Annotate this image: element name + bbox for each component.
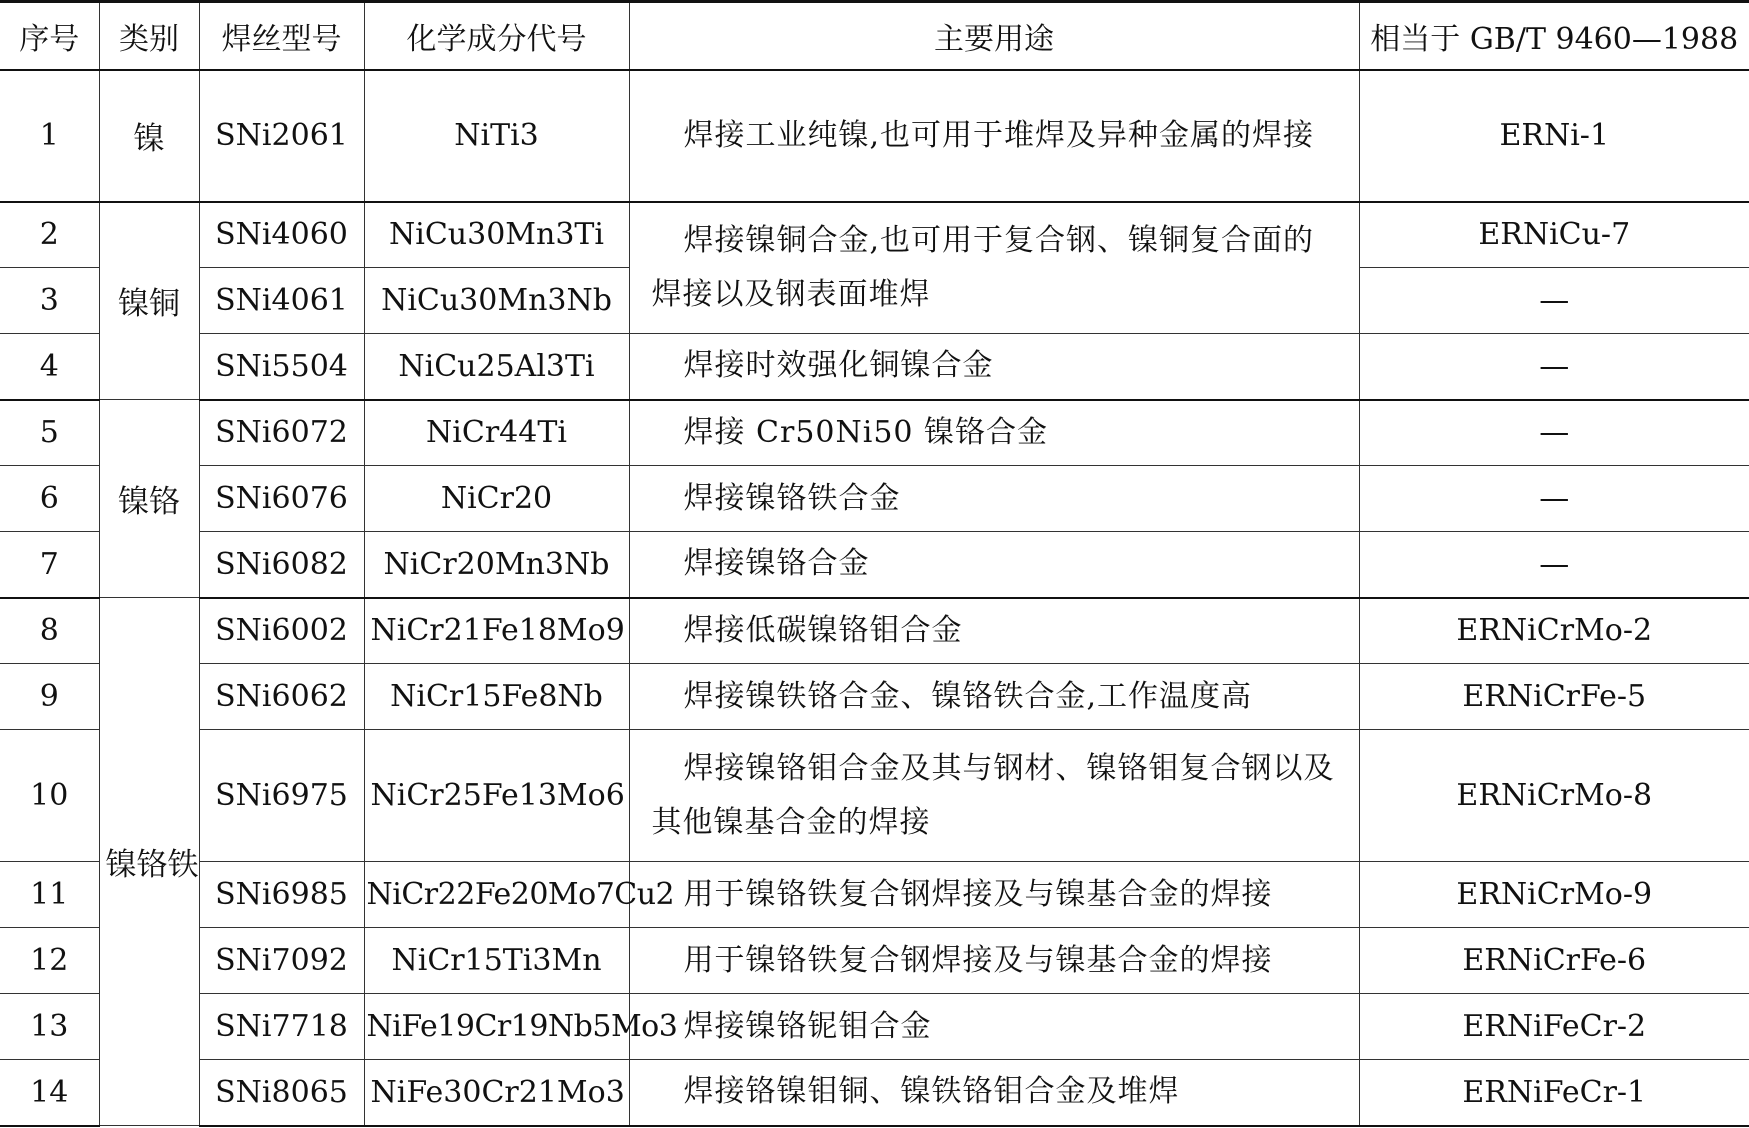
cell-use — [629, 928, 1359, 994]
header-chem-code: 化学成分代号 — [364, 2, 629, 70]
cell-seq: 8 — [0, 598, 99, 664]
cell-category: 镍铬铁 — [99, 598, 199, 1126]
cell-use — [629, 532, 1359, 598]
table-row — [0, 1060, 1749, 1126]
cell-use — [629, 664, 1359, 730]
table-row — [0, 400, 1749, 466]
cell-equivalent: ERNiCrMo-9 — [1359, 862, 1749, 928]
cell-equivalent: — — [1359, 268, 1749, 334]
table-row — [0, 994, 1749, 1060]
use-text: 焊接工业纯镍,也可用于堆焊及异种金属的焊接 — [683, 117, 1315, 153]
cell-model: SNi2061 — [199, 70, 364, 202]
table-row — [0, 70, 1749, 202]
cell-category: 镍 — [99, 70, 199, 202]
cell-model: SNi6076 — [199, 466, 364, 532]
use-text: 焊接镍铬铁合金 — [683, 480, 901, 516]
cell-use — [629, 1060, 1359, 1126]
cell-model: SNi6072 — [199, 400, 364, 466]
table-row — [0, 730, 1749, 862]
header-equivalent: 相当于 GB/T 9460—1988 — [1359, 2, 1749, 70]
cell-equivalent: — — [1359, 334, 1749, 400]
cell-model: SNi5504 — [199, 334, 364, 400]
cell-model: SNi6975 — [199, 730, 364, 862]
cell-seq: 2 — [0, 202, 99, 268]
table-header — [0, 2, 1749, 70]
use-text: 焊接 Cr50Ni50 镍铬合金 — [683, 414, 1049, 450]
use-text: 焊接铬镍钼铜、镍铁铬钼合金及堆焊 — [683, 1074, 1180, 1110]
header-seq: 序号 — [0, 2, 99, 70]
cell-equivalent: ERNiCrMo-2 — [1359, 598, 1749, 664]
cell-model: SNi8065 — [199, 1060, 364, 1126]
cell-equivalent: ERNiCrFe-5 — [1359, 664, 1749, 730]
cell-use — [629, 70, 1359, 202]
cell-use — [629, 400, 1359, 466]
use-text: 焊接镍铜合金,也可用于复合钢、镍铜复合面的焊接以及钢表面堆焊 — [651, 222, 1315, 312]
table-row — [0, 928, 1749, 994]
cell-seq: 7 — [0, 532, 99, 598]
cell-chem: NiCr44Ti — [364, 400, 629, 466]
table-row — [0, 334, 1749, 400]
cell-category: 镍铜 — [99, 202, 199, 400]
cell-equivalent: ERNiFeCr-1 — [1359, 1060, 1749, 1126]
use-text: 焊接低碳镍铬钼合金 — [683, 612, 963, 648]
cell-model: SNi6082 — [199, 532, 364, 598]
cell-use — [629, 730, 1359, 862]
cell-chem: NiFe19Cr19Nb5Mo3 — [364, 994, 629, 1060]
table-row — [0, 466, 1749, 532]
use-text: 用于镍铬铁复合钢焊接及与镍基合金的焊接 — [683, 876, 1273, 912]
use-text: 焊接镍铁铬合金、镍铬铁合金,工作温度高 — [683, 678, 1253, 714]
table-row — [0, 598, 1749, 664]
use-text: 焊接镍铬钼合金及其与钢材、镍铬钼复合钢以及其他镍基合金的焊接 — [651, 750, 1335, 840]
table-row — [0, 664, 1749, 730]
cell-chem: NiCr15Ti3Mn — [364, 928, 629, 994]
cell-use — [629, 334, 1359, 400]
cell-seq: 12 — [0, 928, 99, 994]
header-category: 类别 — [99, 2, 199, 70]
cell-model: SNi6062 — [199, 664, 364, 730]
cell-chem: NiCr20Mn3Nb — [364, 532, 629, 598]
table-body — [0, 70, 1749, 1126]
table-row — [0, 532, 1749, 598]
cell-equivalent: ERNiCu-7 — [1359, 202, 1749, 268]
cell-seq: 13 — [0, 994, 99, 1060]
cell-seq: 6 — [0, 466, 99, 532]
cell-model: SNi4061 — [199, 268, 364, 334]
header-main-use: 主要用途 — [629, 2, 1359, 70]
cell-chem: NiFe30Cr21Mo3 — [364, 1060, 629, 1126]
cell-seq: 9 — [0, 664, 99, 730]
cell-chem: NiCr25Fe13Mo6 — [364, 730, 629, 862]
cell-chem: NiCr22Fe20Mo7Cu2 — [364, 862, 629, 928]
cell-model: SNi7718 — [199, 994, 364, 1060]
cell-model: SNi6985 — [199, 862, 364, 928]
cell-use — [629, 598, 1359, 664]
use-text: 焊接镍铬合金 — [683, 546, 870, 582]
cell-use — [629, 994, 1359, 1060]
cell-equivalent: ERNi-1 — [1359, 70, 1749, 202]
cell-chem: NiCr21Fe18Mo9 — [364, 598, 629, 664]
cell-chem: NiCr20 — [364, 466, 629, 532]
cell-seq: 1 — [0, 70, 99, 202]
cell-seq: 3 — [0, 268, 99, 334]
cell-seq: 14 — [0, 1060, 99, 1126]
cell-equivalent: — — [1359, 532, 1749, 598]
table-row — [0, 202, 1749, 268]
cell-chem: NiCr15Fe8Nb — [364, 664, 629, 730]
cell-seq: 10 — [0, 730, 99, 862]
cell-seq: 5 — [0, 400, 99, 466]
cell-use — [629, 466, 1359, 532]
cell-chem: NiTi3 — [364, 70, 629, 202]
cell-use — [629, 202, 1359, 334]
header-wire-model: 焊丝型号 — [199, 2, 364, 70]
cell-model: SNi7092 — [199, 928, 364, 994]
cell-equivalent: ERNiCrMo-8 — [1359, 730, 1749, 862]
cell-chem: NiCu30Mn3Ti — [364, 202, 629, 268]
cell-category: 镍铬 — [99, 400, 199, 598]
cell-chem: NiCu30Mn3Nb — [364, 268, 629, 334]
cell-chem: NiCu25Al3Ti — [364, 334, 629, 400]
cell-seq: 11 — [0, 862, 99, 928]
cell-use — [629, 862, 1359, 928]
cell-seq: 4 — [0, 334, 99, 400]
cell-equivalent: — — [1359, 400, 1749, 466]
cell-model: SNi4060 — [199, 202, 364, 268]
cell-model: SNi6002 — [199, 598, 364, 664]
use-text: 焊接镍铬铌钼合金 — [683, 1008, 932, 1044]
cell-equivalent: ERNiFeCr-2 — [1359, 994, 1749, 1060]
cell-equivalent: — — [1359, 466, 1749, 532]
table-row — [0, 862, 1749, 928]
cell-equivalent: ERNiCrFe-6 — [1359, 928, 1749, 994]
use-text: 用于镍铬铁复合钢焊接及与镍基合金的焊接 — [683, 942, 1273, 978]
header-row — [0, 2, 1749, 70]
use-text: 焊接时效强化铜镍合金 — [683, 348, 994, 384]
